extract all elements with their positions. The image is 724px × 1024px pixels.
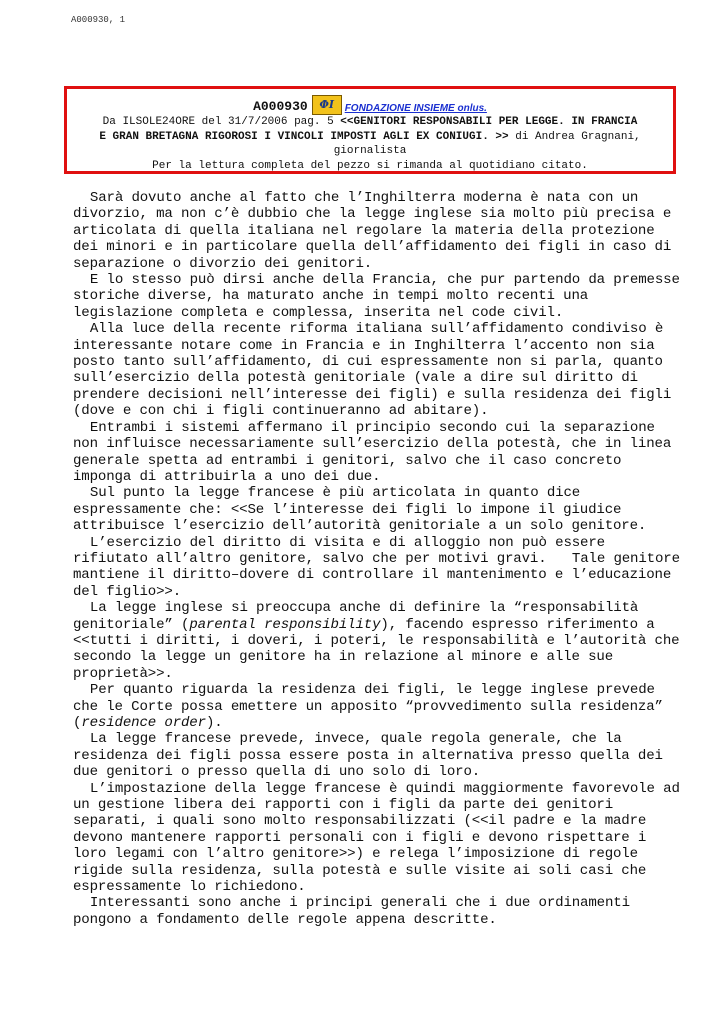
- paragraph-10: L’impostazione della legge francese è quindi maggiormente favorevole ad un gestione libera dei rapporti con i figli da parte dei genitori separati, i quali sono molto responsabilizzati (<<il padre e la madre devono mantenere rapporti personali con i figli e devono rispettare i loro legami con l’altro genitore>>) e relega l’imposizione di regole rigide sulla residenza, sulla potestà e sulle visite ai soli casi che espressamente lo richiedono.: [73, 780, 680, 896]
- article-title-part2: E GRAN BRETAGNA RIGOROSI I VINCOLI IMPOSTI AGLI EX CONIUGI. >>: [99, 130, 509, 143]
- paragraph-6-part1: L’esercizio del diritto di visita e di alloggio non può essere rifiutato all’altro genitore, salvo che per motivi gravi.: [73, 534, 605, 567]
- paragraph-4: Entrambi i sistemi affermano il principio secondo cui la separazione non influisce necessariamente sull’esercizio della potestà, che in linea generale spetta ad entrambi i genitori, salvo che il caso concreto imponga di attribuirla a uno dei due.: [73, 419, 672, 485]
- paragraph-5: Sul punto la legge francese è più articolata in quanto dice espressamente che: <<Se l’interesse dei figli lo impone il giudice attribuisce l’esercizio dell’autorità genitoriale a un solo genitore.: [73, 485, 647, 535]
- foundation-logo[interactable]: [312, 95, 487, 115]
- paragraph-3: Alla luce della recente riforma italiana sull’affidamento condiviso è interessante notare come in Francia e in Inghilterra l’accento non sia posto tanto sull’affidamento, di cui espressamente non si parla, quanto sull’esercizio della potestà genitoriale (vale a dire sul diritto di prendere decisioni nell’interesse dei figli) e sulla residenza dei figli (dove e con chi i figli continueranno ad abitare).: [73, 321, 672, 420]
- paragraph-8-part2: ).: [205, 715, 223, 731]
- paragraph-1: Sarà dovuto anche al fatto che l’Inghilterra moderna è nata con un divorzio, ma non c’è dubbio che la legge inglese sia molto più precisa e articolata di quella italiana nel regolare la materia della protezione dei minori e in particolare quella dell’affidamento dei figli in caso di separazione o divorzio dei genitori.: [73, 190, 672, 272]
- source-line: [67, 115, 673, 130]
- paragraph-7: [73, 600, 683, 682]
- reading-note: Per la lettura completa del pezzo si rimanda al quotidiano citato.: [152, 159, 588, 172]
- phi-logo-icon: ΦI: [312, 95, 342, 115]
- author-name: di Andrea Gragnani,: [508, 130, 641, 143]
- paragraph-7-italic: parental responsibility: [189, 616, 381, 633]
- document-code: A000930: [253, 99, 308, 114]
- header-title-line: [67, 93, 673, 115]
- paragraph-9: La legge francese prevede, invece, quale regola generale, che la residenza dei figli possa essere posta in alternativa presso quella dei due genitori o presso quella di uno solo di loro.: [73, 731, 663, 781]
- foundation-link[interactable]: FONDAZIONE INSIEME onlus.: [344, 103, 487, 114]
- paragraph-7-part1: La legge inglese si preoccupa anche di definire la “responsabilità genitoriale” (: [73, 600, 639, 633]
- source-prefix: Da ILSOLE24ORE del 31/7/2006 pag. 5: [102, 116, 341, 128]
- article-header-box: [64, 86, 676, 174]
- paragraph-8: [73, 682, 683, 731]
- title-author-line: [67, 130, 673, 145]
- paragraph-2: E lo stesso può dirsi anche della Francia, che pur partendo da premesse storiche diverse, ha maturato anche in tempi molto recenti una legislazione completa e complessa, inserita nel code civil.: [73, 272, 680, 321]
- paragraph-6: [73, 535, 683, 601]
- paragraph-6-part2: Tale genitore mantiene il diritto–dovere di controllare il mantenimento e l’educazione del figlio>>.: [73, 550, 680, 600]
- page-identifier: A000930, 1: [71, 15, 126, 25]
- author-role: giornalista: [333, 145, 407, 157]
- paragraph-8-italic: residence order: [81, 715, 206, 731]
- paragraph-11: Interessanti sono anche i principi generali che i due ordinamenti pongono a fondamento delle regole appena descritte.: [73, 895, 630, 928]
- paragraph-8-part1: Per quanto riguarda la residenza dei figli, le legge inglese prevede che le Corte possa emettere un apposito “provvedimento sulla residenza” (: [73, 682, 663, 731]
- paragraph-7-part2: ), facendo espresso riferimento a <<tutti i diritti, i doveri, i poteri, le responsabilità e l’autorità che secondo la legge un genitore ha in relazione al minore e alle sue proprietà>>.: [73, 616, 680, 682]
- article-title-part1: <<GENITORI RESPONSABILI PER LEGGE. IN FRANCIA: [340, 116, 638, 128]
- article-body: [73, 190, 683, 928]
